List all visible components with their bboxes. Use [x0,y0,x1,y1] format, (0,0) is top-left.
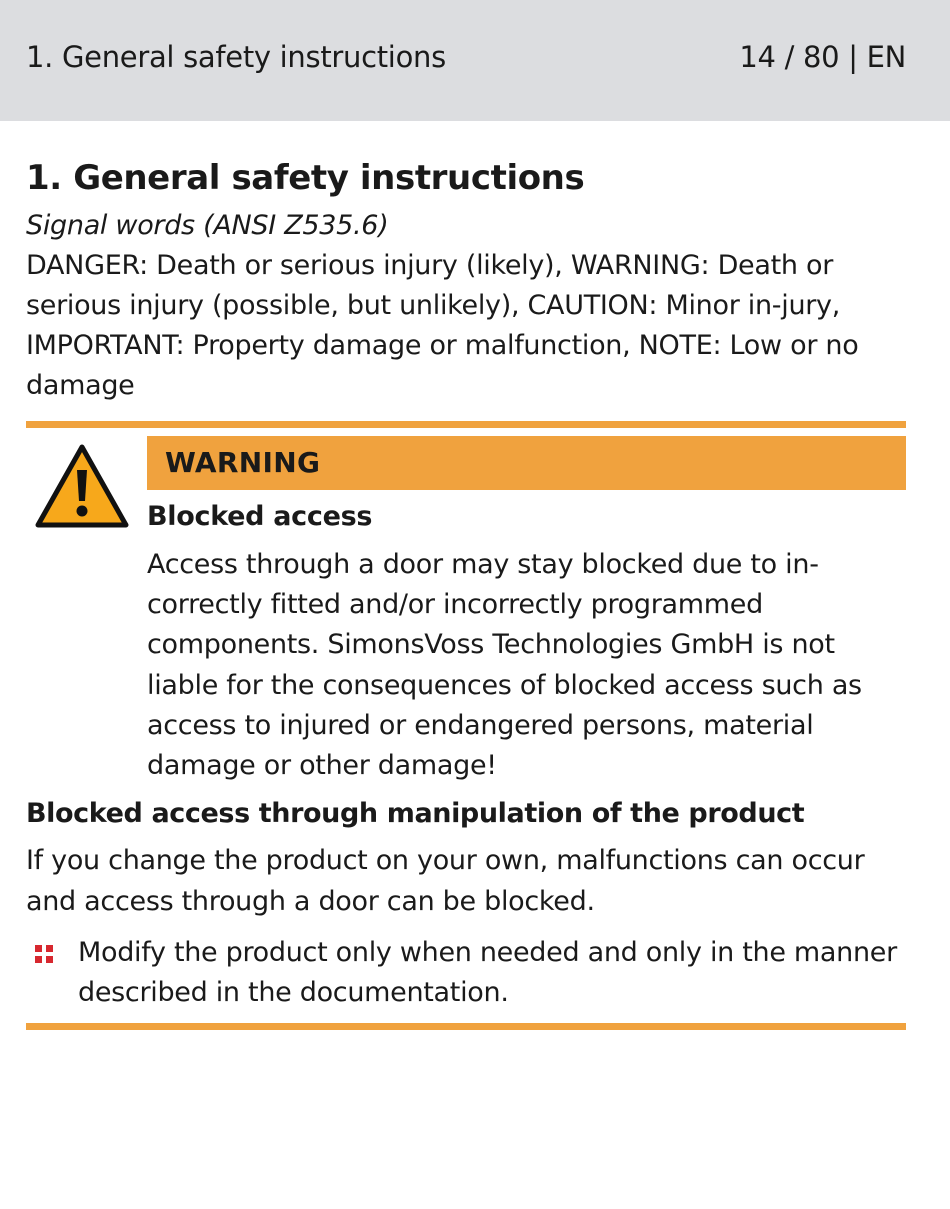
warning-bottom-rule [26,1023,906,1030]
section-title: 1. General safety instructions [26,158,585,198]
header-section-title: 1. General safety instructions [26,40,446,74]
page-header [0,0,950,121]
warning-top-rule [26,421,906,428]
bullet-text: Modify the product only when needed and only in the manner described in the documentation. [78,937,897,1009]
manipulation-heading: Blocked access through manipulation of the product [26,798,805,830]
warning-box [26,436,906,786]
manipulation-text: If you change the product on your own, malfunctions can occur and access through a door can be blocked. [26,845,865,918]
bullet-icon [35,945,53,963]
signal-words-title: Signal words (ANSI Z535.6) [26,210,389,241]
signal-words-text: DANGER: Death or serious injury (likely), WARNING: Death or serious injury (possible, but unlikely), CAUTION: Minor in-jury, IMPORTANT: Property damage or malfunction, NOTE: Low or no damage [26,250,859,401]
warning-label: WARNING [147,436,906,490]
warning-body: Access through a door may stay blocked due to in-correctly fitted and/or incorrectly programmed components. SimonsVoss Technologies GmbH is not liable for the consequences of blocked access such as access to injured or endangered persons, material damage or other damage! [147,549,862,782]
page-content [26,154,906,1030]
header-page-number: 14 / 80 | EN [739,40,906,74]
list-item [26,933,906,1013]
warning-heading: Blocked access [147,501,373,532]
warning-triangle-icon [34,442,130,530]
